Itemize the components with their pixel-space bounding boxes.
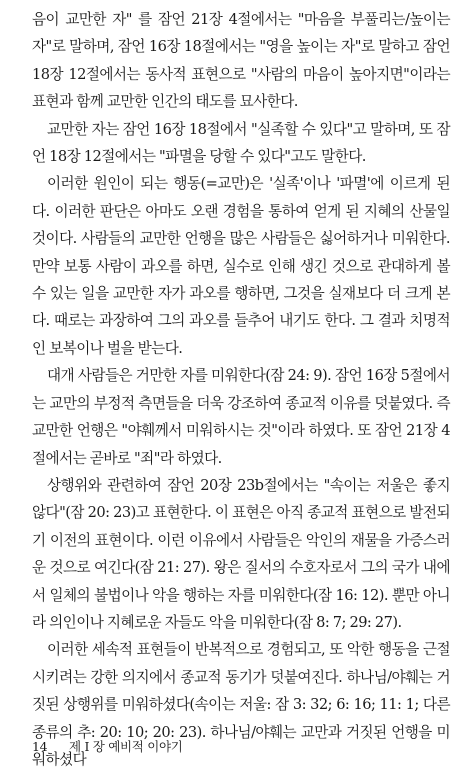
body-paragraph-5: 상행위와 관련하여 잠언 20장 23b절에서는 "속이는 저울은 좋지 않다"(잠 20: 23)고 표현한다. 이 표현은 아직 종교적 표현으로 발전되기 이전의 표현이다. 이런 이유에서 사람들은 악인의 재물을 가증스러운 것으로 여긴다(잠 21: 27). 왕은 질서의 수호자로서 그의 국가 내에서 일체의 불법이나 악을 행하는 자를 미워한다(잠 16: 12). 뿐만 아니라 의인이나 지혜로운 자들도 악을 미워한다(잠 8: 7; 29: 27). — [32, 476, 450, 631]
body-paragraph-2: 교만한 자는 잠언 16장 18절에서 "실족할 수 있다"고 말하며, 또 잠언 18장 12절에서는 "파멸을 당할 수 있다"고도 말한다. — [32, 120, 450, 166]
body-paragraph-6: 이러한 세속적 표현들이 반복적으로 경험되고, 또 악한 행동을 근절시키려는 강한 의지에서 종교적 동기가 덧붙여진다. 하나님/야훼는 거짓된 상행위를 미워하셨다(속이는 저울: 잠 3: 32; 6: 16; 11: 1; 다른 종류의 추: 20: 10; 20: 23). 하나님/야훼는 교만과 거짓된 언행을 미워하셨다 — [32, 641, 450, 768]
body-paragraph-1: 음이 교만한 자" 를 잠언 21장 4절에서는 "마음을 부풀리는/높이는 자"로 말하며, 잠언 16장 18절에서는 "영을 높이는 자"로 말하고 잠언 18장 12절에서는 동사적 표현으로 "사람의 마음이 높아지면"이라는 표현과 함께 교만한 인간의 태도를 묘사한다. — [32, 11, 450, 111]
page-body — [32, 6, 450, 773]
page-footer — [32, 737, 183, 755]
running-chapter-title: 제 I 장 예비적 이야기 — [69, 739, 183, 754]
body-paragraph-4: 대개 사람들은 거만한 자를 미워한다(잠 24: 9). 잠언 16장 5절에서는 교만의 부정적 측면들을 더욱 강조하여 종교적 이유를 덧붙였다. 즉 교만한 언행은 "야훼께서 미워하시는 것"이라 하였다. 또 잠언 21장 4절에서는 곧바로 "죄"라 하였다. — [32, 367, 450, 467]
body-paragraph-3: 이러한 원인이 되는 행동(=교만)은 '실족'이나 '파멸'에 이르게 된다. 이러한 판단은 아마도 오랜 경험을 통하여 얻게 된 지혜의 산물일 것이다. 사람들의 교만한 언행을 많은 사람들은 싫어하거나 미워한다. 만약 보통 사람이 과오를 하면, 실수로 인해 생긴 것으로 관대하게 볼 수 있는 일을 교만한 자가 과오를 행하면, 그것을 실재보다 더 크게 본다. 때로는 과장하여 그의 과오를 들추어 내기도 한다. 그 결과 치명적인 보복이나 벌을 받는다. — [32, 175, 450, 357]
page-number: 14 — [32, 739, 48, 754]
